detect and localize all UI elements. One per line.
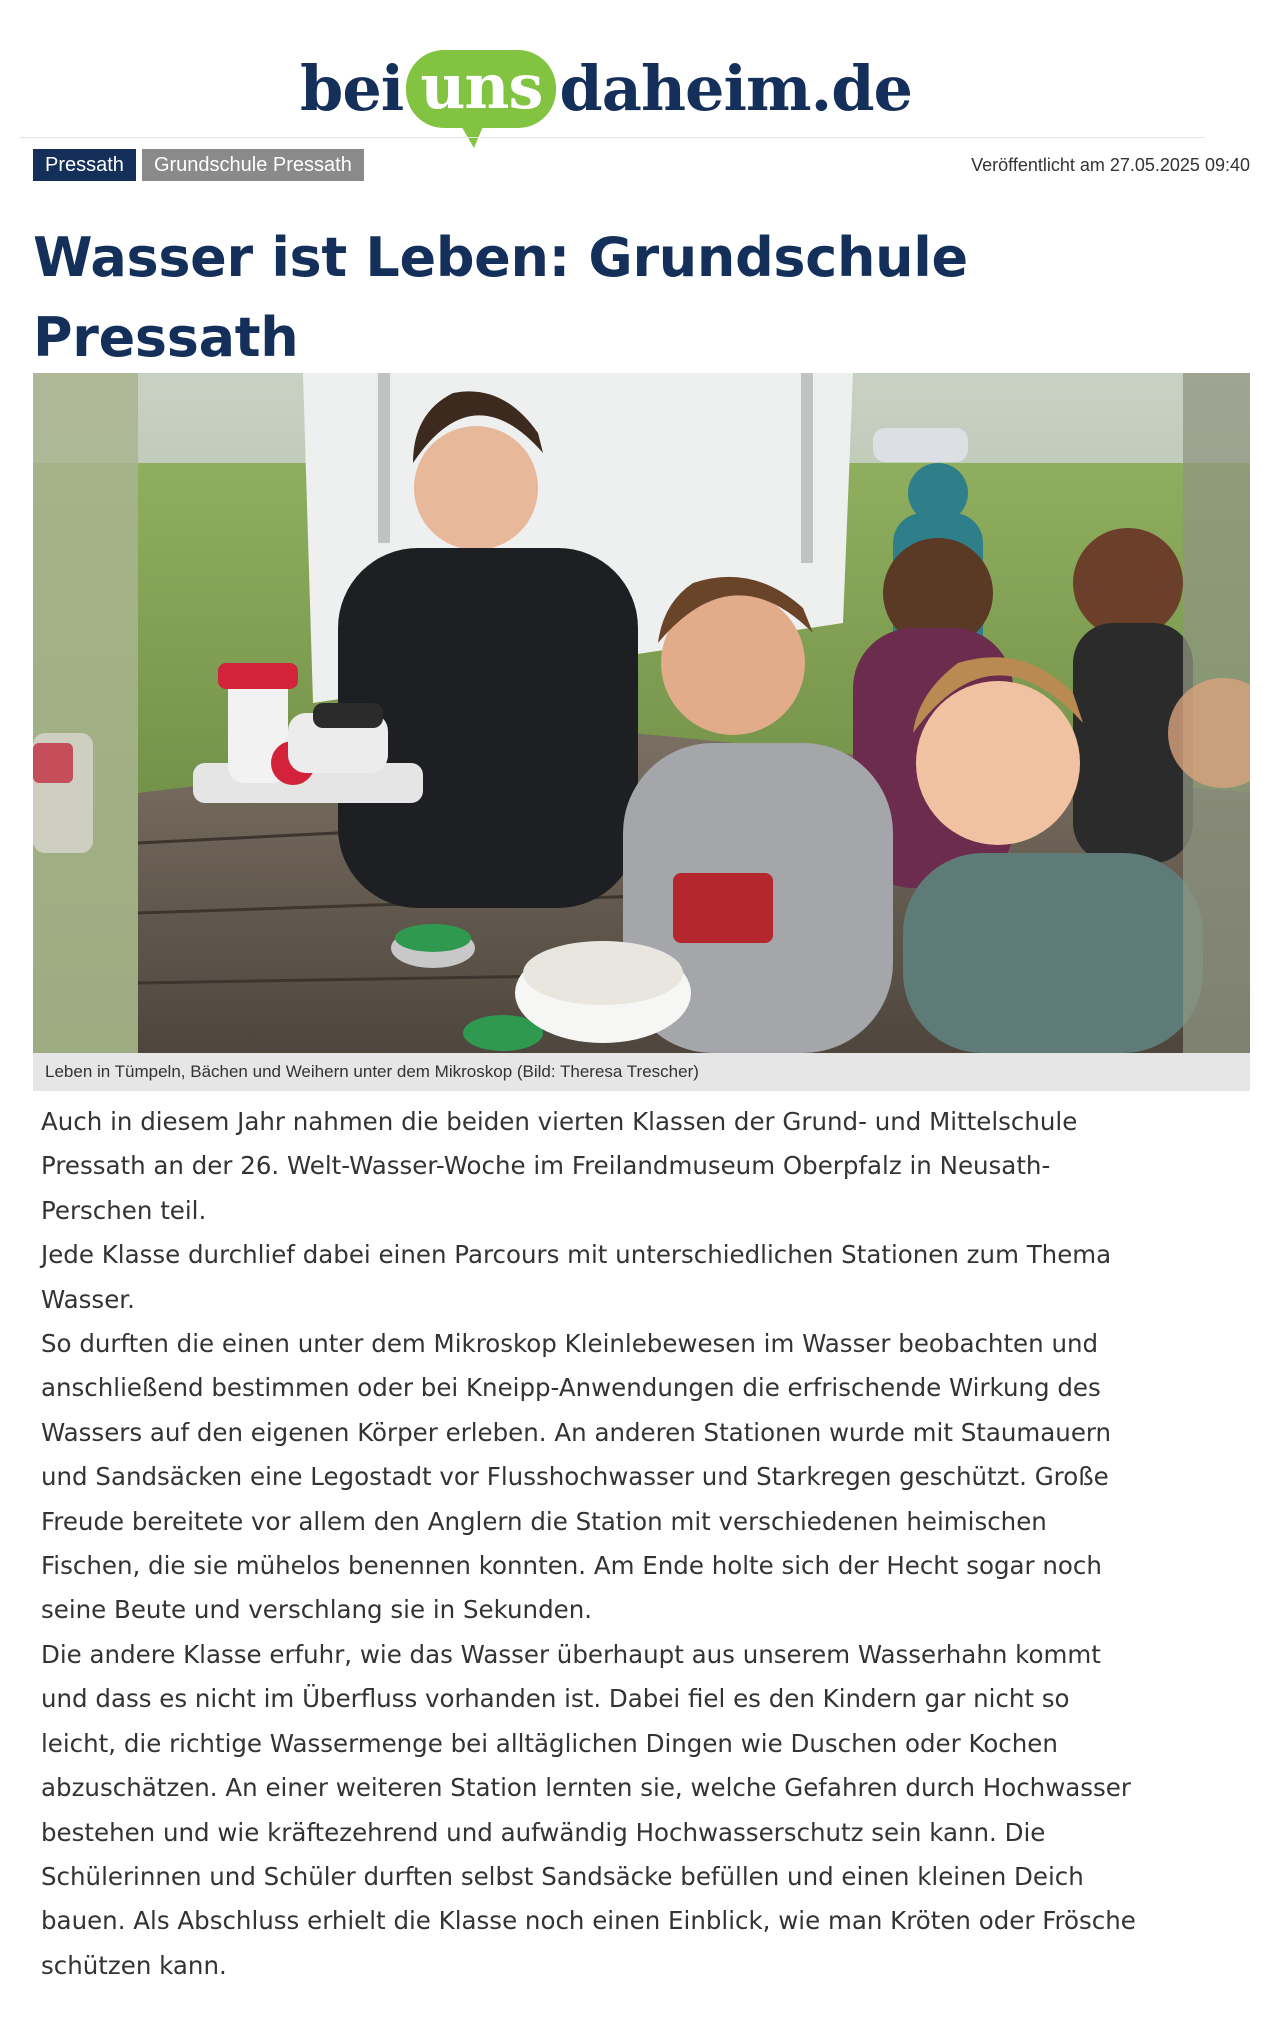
published-date: Veröffentlicht am 27.05.2025 09:40 (971, 155, 1250, 175)
article-paragraph-4: Die andere Klasse erfuhr, wie das Wasser überhaupt aus unserem Wasserhahn kommt und dass es nicht im Überfluss vorhanden ist. Dabei fiel es den Kindern gar nicht so leicht, die richtige Wassermenge bei alltäglichen Dingen wie Duschen oder Kochen abzuschätzen. An einer weiteren Station lernten sie, welche Gefahren durch Hochwasser bestehen und wie kräftezehrend und aufwändig Hochwasserschutz sein kann. Die Schülerinnen und Schüler durften selbst Sandsäcke befüllen und einen kleinen Deich bauen. Als Abschluss erhielt die Klasse noch einen Einblick, wie man Kröten oder Frösche schützen kann. (41, 1639, 1136, 1980)
photo-illustration (33, 373, 1250, 1053)
article-meta-bar (33, 149, 1250, 181)
image-caption-bar (33, 1053, 1250, 1091)
tag-pressath[interactable]: Pressath (33, 149, 136, 181)
logo-prefix: bei (300, 52, 404, 125)
article-paragraph-2: Jede Klasse durchlief dabei einen Parcours mit unterschiedlichen Stationen zum Thema Wasser. (41, 1240, 1112, 1314)
tag-list (33, 149, 364, 181)
logo-suffix: daheim.de (559, 52, 913, 125)
article-paragraph-1: Auch in diesem Jahr nahmen die beiden vierten Klassen der Grund- und Mittelschule Pressath an der 26. Welt-Wasser-Woche im Freilandmuseum Oberpfalz in Neusath-Perschen teil. (41, 1107, 1078, 1225)
article-photo (33, 373, 1250, 1053)
article-title-line-1: Wasser ist Leben: Grundschule Pressath (33, 226, 968, 369)
site-header (0, 0, 1280, 140)
site-logo[interactable] (300, 44, 912, 134)
article-paragraph-3: So durften die einen unter dem Mikroskop Kleinlebewesen im Wasser beobachten und anschließend bestimmen oder bei Kneipp-Anwendungen die erfrischende Wirkung des Wassers auf den eigenen Körper erleben. An anderen Stationen wurde mit Staumauern und Sandsäcken eine Legostadt vor Flusshochwasser und Starkregen geschützt. Große Freude bereitete vor allem den Anglern die Station mit verschiedenen heimischen Fischen, die sie mühelos benennen konnten. Am Ende holte sich der Hecht sogar noch seine Beute und verschlang sie in Sekunden. (41, 1329, 1112, 1625)
tag-grundschule-pressath[interactable]: Grundschule Pressath (142, 149, 364, 181)
article-body (41, 1100, 1141, 1988)
logo-speech-bubble: uns (406, 50, 556, 128)
image-caption: Leben in Tümpeln, Bächen und Weihern unter dem Mikroskop (Bild: Theresa Trescher) (45, 1062, 699, 1081)
header-divider (20, 137, 1205, 138)
